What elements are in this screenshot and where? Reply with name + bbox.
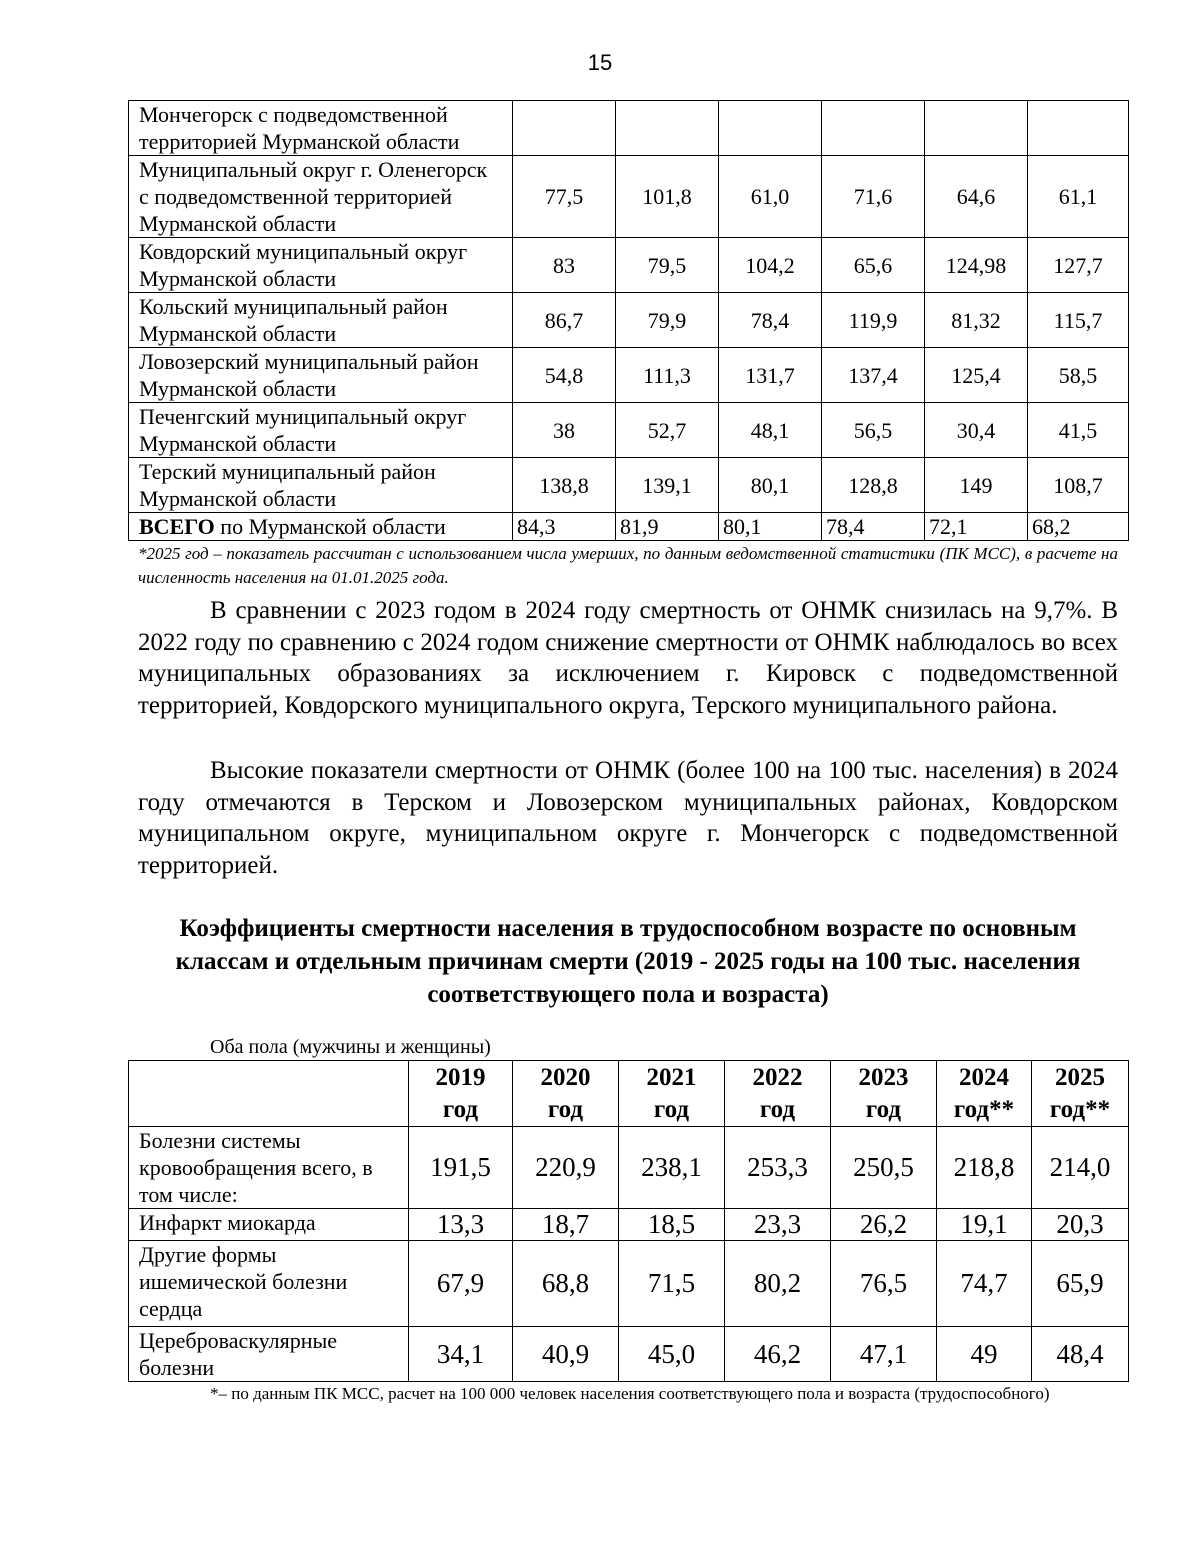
value-cell: 19,1: [937, 1209, 1032, 1241]
value-cell: 79,9: [616, 293, 719, 348]
total-row: [129, 513, 1129, 541]
value-cell: 71,5: [619, 1241, 725, 1327]
value-cell: 56,5: [822, 403, 925, 458]
value-cell: 48,4: [1032, 1327, 1129, 1382]
table-footnote: *– по данным ПК МСС, расчет на 100 000 человек населения соответствующего пола и возраста (трудоспособного): [210, 1384, 1050, 1403]
value-cell: 238,1: [619, 1127, 725, 1209]
value-cell: 61,0: [719, 156, 822, 238]
year-header: 2019 год: [409, 1061, 513, 1127]
value-cell: 128,8: [822, 458, 925, 513]
value-cell: 104,2: [719, 238, 822, 293]
value-cell: 30,4: [925, 403, 1028, 458]
value-cell: 41,5: [1028, 403, 1129, 458]
value-cell: [1028, 101, 1129, 156]
value-cell: 74,7: [937, 1241, 1032, 1327]
value-cell: 58,5: [1028, 348, 1129, 403]
paragraph: В сравнении с 2023 годом в 2024 году смертность от ОНМК снизилась на 9,7%. В 2022 году по сравнению с 2024 годом снижение смертности от ОНМК наблюдалось во всех муниципальных образованиях за исключением г. Кировск с подведомственной территорией, Ковдорского муниципального округа, Терского муниципального района.: [138, 597, 1118, 719]
region-name-cell: Терский муниципальный район Мурманской области: [129, 458, 513, 513]
value-cell: 71,6: [822, 156, 925, 238]
year-header: 2025 год**: [1032, 1061, 1129, 1127]
value-cell: 20,3: [1032, 1209, 1129, 1241]
table-row: [129, 156, 1129, 238]
value-cell: 65,6: [822, 238, 925, 293]
table-row: [129, 1241, 1129, 1327]
value-cell: [616, 101, 719, 156]
cause-name-cell: Другие формы ишемической болезни сердца: [129, 1241, 409, 1327]
value-cell: 81,32: [925, 293, 1028, 348]
value-cell: 64,6: [925, 156, 1028, 238]
total-value-cell: 72,1: [925, 513, 1028, 541]
value-cell: 119,9: [822, 293, 925, 348]
value-cell: 18,5: [619, 1209, 725, 1241]
value-cell: 111,3: [616, 348, 719, 403]
value-cell: 124,98: [925, 238, 1028, 293]
value-cell: 139,1: [616, 458, 719, 513]
header-blank-cell: [129, 1061, 409, 1127]
value-cell: 38: [513, 403, 616, 458]
value-cell: 26,2: [831, 1209, 937, 1241]
value-cell: 83: [513, 238, 616, 293]
section-heading: Коэффициенты смертности населения в трудоспособном возрасте по основным классам и отдельным причинам смерти (2019 - 2025 годы на 100 тыс. населения соответствующего пола и возраста): [175, 915, 1081, 1008]
table-row: [129, 238, 1129, 293]
region-name-cell: Кольский муниципальный район Мурманской области: [129, 293, 513, 348]
table-row: [129, 293, 1129, 348]
region-name-cell: Муниципальный округ г. Оленегорск с подведомственной территорией Мурманской области: [129, 156, 513, 238]
value-cell: [925, 101, 1028, 156]
value-cell: 52,7: [616, 403, 719, 458]
value-cell: 127,7: [1028, 238, 1129, 293]
value-cell: 47,1: [831, 1327, 937, 1382]
value-cell: 80,2: [725, 1241, 831, 1327]
region-name-cell: Мончегорск с подведомственной территорией Мурманской области: [129, 101, 513, 156]
value-cell: 101,8: [616, 156, 719, 238]
year-header: 2021 год: [619, 1061, 725, 1127]
value-cell: 18,7: [513, 1209, 619, 1241]
value-cell: 80,1: [719, 458, 822, 513]
value-cell: 49: [937, 1327, 1032, 1382]
year-header: 2022 год: [725, 1061, 831, 1127]
value-cell: 137,4: [822, 348, 925, 403]
table-row: [129, 1127, 1129, 1209]
region-name-cell: Ковдорский муниципальный округ Мурманской области: [129, 238, 513, 293]
total-value-cell: 68,2: [1028, 513, 1129, 541]
value-cell: 46,2: [725, 1327, 831, 1382]
value-cell: 250,5: [831, 1127, 937, 1209]
value-cell: 67,9: [409, 1241, 513, 1327]
value-cell: [719, 101, 822, 156]
value-cell: 115,7: [1028, 293, 1129, 348]
page-number: 15: [587, 50, 613, 75]
region-name-cell: Ловозерский муниципальный район Мурманской области: [129, 348, 513, 403]
value-cell: 79,5: [616, 238, 719, 293]
total-value-cell: 81,9: [616, 513, 719, 541]
year-header: 2024 год**: [937, 1061, 1032, 1127]
value-cell: 77,5: [513, 156, 616, 238]
value-cell: 76,5: [831, 1241, 937, 1327]
value-cell: 45,0: [619, 1327, 725, 1382]
value-cell: [513, 101, 616, 156]
value-cell: 54,8: [513, 348, 616, 403]
value-cell: 214,0: [1032, 1127, 1129, 1209]
value-cell: [822, 101, 925, 156]
value-cell: 40,9: [513, 1327, 619, 1382]
table-footnote: *2025 год – показатель рассчитан с использованием числа умерших, по данным ведомственной статистики (ПК МСС), в расчете на численность населения на 01.01.2025 года.: [138, 544, 1118, 587]
value-cell: 34,1: [409, 1327, 513, 1382]
total-value-cell: 80,1: [719, 513, 822, 541]
value-cell: 13,3: [409, 1209, 513, 1241]
value-cell: 125,4: [925, 348, 1028, 403]
total-label-rest: по Мурманской области: [214, 514, 446, 539]
value-cell: 220,9: [513, 1127, 619, 1209]
working-age-mortality-table: [128, 1060, 1129, 1382]
table-row: [129, 403, 1129, 458]
value-cell: 131,7: [719, 348, 822, 403]
table-row: [129, 1327, 1129, 1382]
mortality-table-onmk: [128, 100, 1129, 541]
value-cell: 23,3: [725, 1209, 831, 1241]
table-row: [129, 458, 1129, 513]
cause-name-cell: Цереброваскулярные болезни: [129, 1327, 409, 1382]
value-cell: 68,8: [513, 1241, 619, 1327]
year-header: 2023 год: [831, 1061, 937, 1127]
value-cell: 253,3: [725, 1127, 831, 1209]
total-value-cell: 84,3: [513, 513, 616, 541]
table-row: [129, 101, 1129, 156]
value-cell: 65,9: [1032, 1241, 1129, 1327]
value-cell: 108,7: [1028, 458, 1129, 513]
value-cell: 48,1: [719, 403, 822, 458]
value-cell: 78,4: [719, 293, 822, 348]
paragraph: Высокие показатели смертности от ОНМК (более 100 на 100 тыс. населения) в 2024 году отмечаются в Терском и Ловозерском муниципальных районах, Ковдорском муниципальном округе, муниципальном округе г. Мончегорск с подведомственной территорией.: [138, 757, 1118, 879]
year-header: 2020 год: [513, 1061, 619, 1127]
value-cell: 86,7: [513, 293, 616, 348]
total-label-bold: ВСЕГО: [139, 514, 215, 539]
value-cell: 218,8: [937, 1127, 1032, 1209]
table-subcaption: Оба пола (мужчины и женщины): [210, 1036, 491, 1058]
region-name-cell: Печенгский муниципальный округ Мурманской области: [129, 403, 513, 458]
total-label-cell: [129, 513, 513, 541]
value-cell: 191,5: [409, 1127, 513, 1209]
value-cell: 138,8: [513, 458, 616, 513]
value-cell: 61,1: [1028, 156, 1129, 238]
value-cell: 149: [925, 458, 1028, 513]
table-row: [129, 1209, 1129, 1241]
table-row: [129, 348, 1129, 403]
total-value-cell: 78,4: [822, 513, 925, 541]
cause-name-cell: Болезни системы кровообращения всего, в том числе:: [129, 1127, 409, 1209]
cause-name-cell: Инфаркт миокарда: [129, 1209, 409, 1241]
